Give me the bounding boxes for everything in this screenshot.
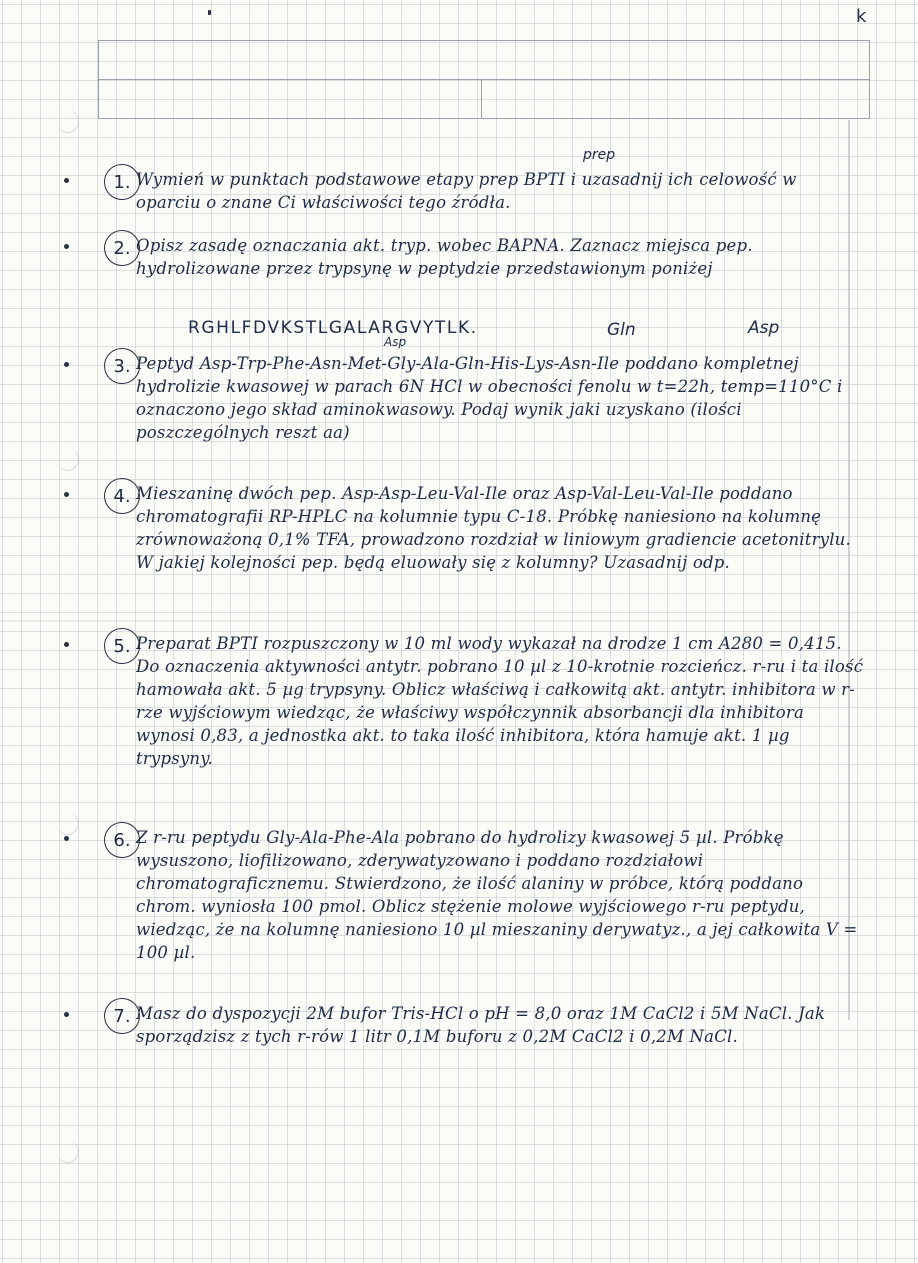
task-3 [70, 352, 870, 452]
task-number: 2. [104, 230, 140, 266]
annotation-gln: Gln [607, 320, 636, 340]
task-text: Preparat BPTI rozpuszczony w 10 ml wody wykazał na drodze 1 cm A280 = 0,415. Do oznaczenia aktywności antytr. pobrano 10 µl z 10-krotnie rozcieńcz. r-ru i ta ilość hamowała akt. 5 µg trypsyny. Oblicz właściwą i całkowitą akt. antytr. inhibitora w r-rze wyjściowym wiedząc, że właściwy współczynnik absorbancji dla inhibitora wynosi 0,83, a jednostka akt. to taka ilość inhibitora, która hamuje akt. 1 µg trypsyny. [136, 634, 864, 768]
task-number: 5. [104, 628, 140, 664]
ink-dot [208, 10, 211, 15]
bullet [64, 178, 69, 183]
task-number: 6. [104, 822, 140, 858]
bullet [64, 1012, 69, 1017]
task-4 [70, 482, 870, 602]
annotation-asp: Asp [748, 318, 780, 338]
task-number: 1. [104, 164, 140, 200]
bullet [64, 362, 69, 367]
header-vertical-divider [481, 79, 482, 118]
header-box [98, 40, 870, 119]
task-text: Mieszaninę dwóch pep. Asp-Asp-Leu-Val-Ile oraz Asp-Val-Leu-Val-Ile poddano chromatografii RP-HPLC na kolumnie typu C-18. Próbkę naniesiono na kolumnę zrównoważoną 0,1% TFA, prowadzono rozdział w liniowym gradiencie acetonitrylu. W jakiej kolejności pep. będą eluowały się z kolumny? Uzasadnij odp. [136, 484, 851, 572]
page-fold [0, 620, 918, 622]
task-number: 7. [104, 998, 140, 1034]
task-2 [70, 234, 870, 304]
task-6 [70, 826, 870, 996]
task-7 [70, 1002, 870, 1082]
task-text: Peptyd Asp-Trp-Phe-Asn-Met-Gly-Ala-Gln-His-Lys-Asn-Ile poddano kompletnej hydrolizie kwasowej w parach 6N HCl w obecności fenolu w t=22h, temp=110°C i oznaczono jego skład aminokwasowy. Podaj wynik jaki uzyskano (ilości poszczególnych reszt aa) [136, 354, 843, 442]
task-number: 4. [104, 478, 140, 514]
bullet [64, 244, 69, 249]
annotation-asp-small: Asp [384, 335, 407, 349]
bullet [64, 836, 69, 841]
task-number: 3. [104, 348, 140, 384]
bullet [64, 492, 69, 497]
header-divider [99, 79, 869, 80]
punch-hole-bottom [56, 1140, 79, 1163]
task-text: Masz do dyspozycji 2M bufor Tris-HCl o pH = 8,0 oraz 1M CaCl2 i 5M NaCl. Jak sporządzisz z tych r-rów 1 litr 0,1M buforu z 0,2M CaCl2 i 0,2M NaCl. [136, 1004, 826, 1046]
task-text: Opisz zasadę oznaczania akt. tryp. wobec BAPNA. Zaznacz miejsca pep. hydrolizowane przez trypsynę w peptydzie przedstawionym poniżej [136, 236, 753, 278]
punch-hole-top [56, 110, 79, 133]
task-text: Z r-ru peptydu Gly-Ala-Phe-Ala pobrano do hydrolizy kwasowej 5 µl. Próbkę wysuszono, liofilizowano, zderywatyzowano i poddano rozdziałowi chromatograficznemu. Stwierdzono, że ilość alaniny w próbce, którą poddano chrom. wyniosła 100 pmol. Oblicz stężenie molowe wyjściowego r-ru peptydu, wiedząc, że na kolumnę naniesiono 10 µl mieszaniny derywatyz., a jej całkowita V = 100 µl. [136, 828, 858, 962]
task-text: Wymień w punktach podstawowe etapy prep BPTI i uzasadnij ich celowość w oparciu o znane Ci właściwości tego źródła. [136, 170, 797, 212]
corner-mark: k [856, 6, 867, 27]
task-1 [70, 168, 870, 218]
peptide-sequence: RGHLFDVKSTLGALARGVYTLK. [188, 318, 478, 338]
bullet [64, 642, 69, 647]
annotation-prep: prep [583, 147, 616, 163]
task-5 [70, 632, 870, 812]
